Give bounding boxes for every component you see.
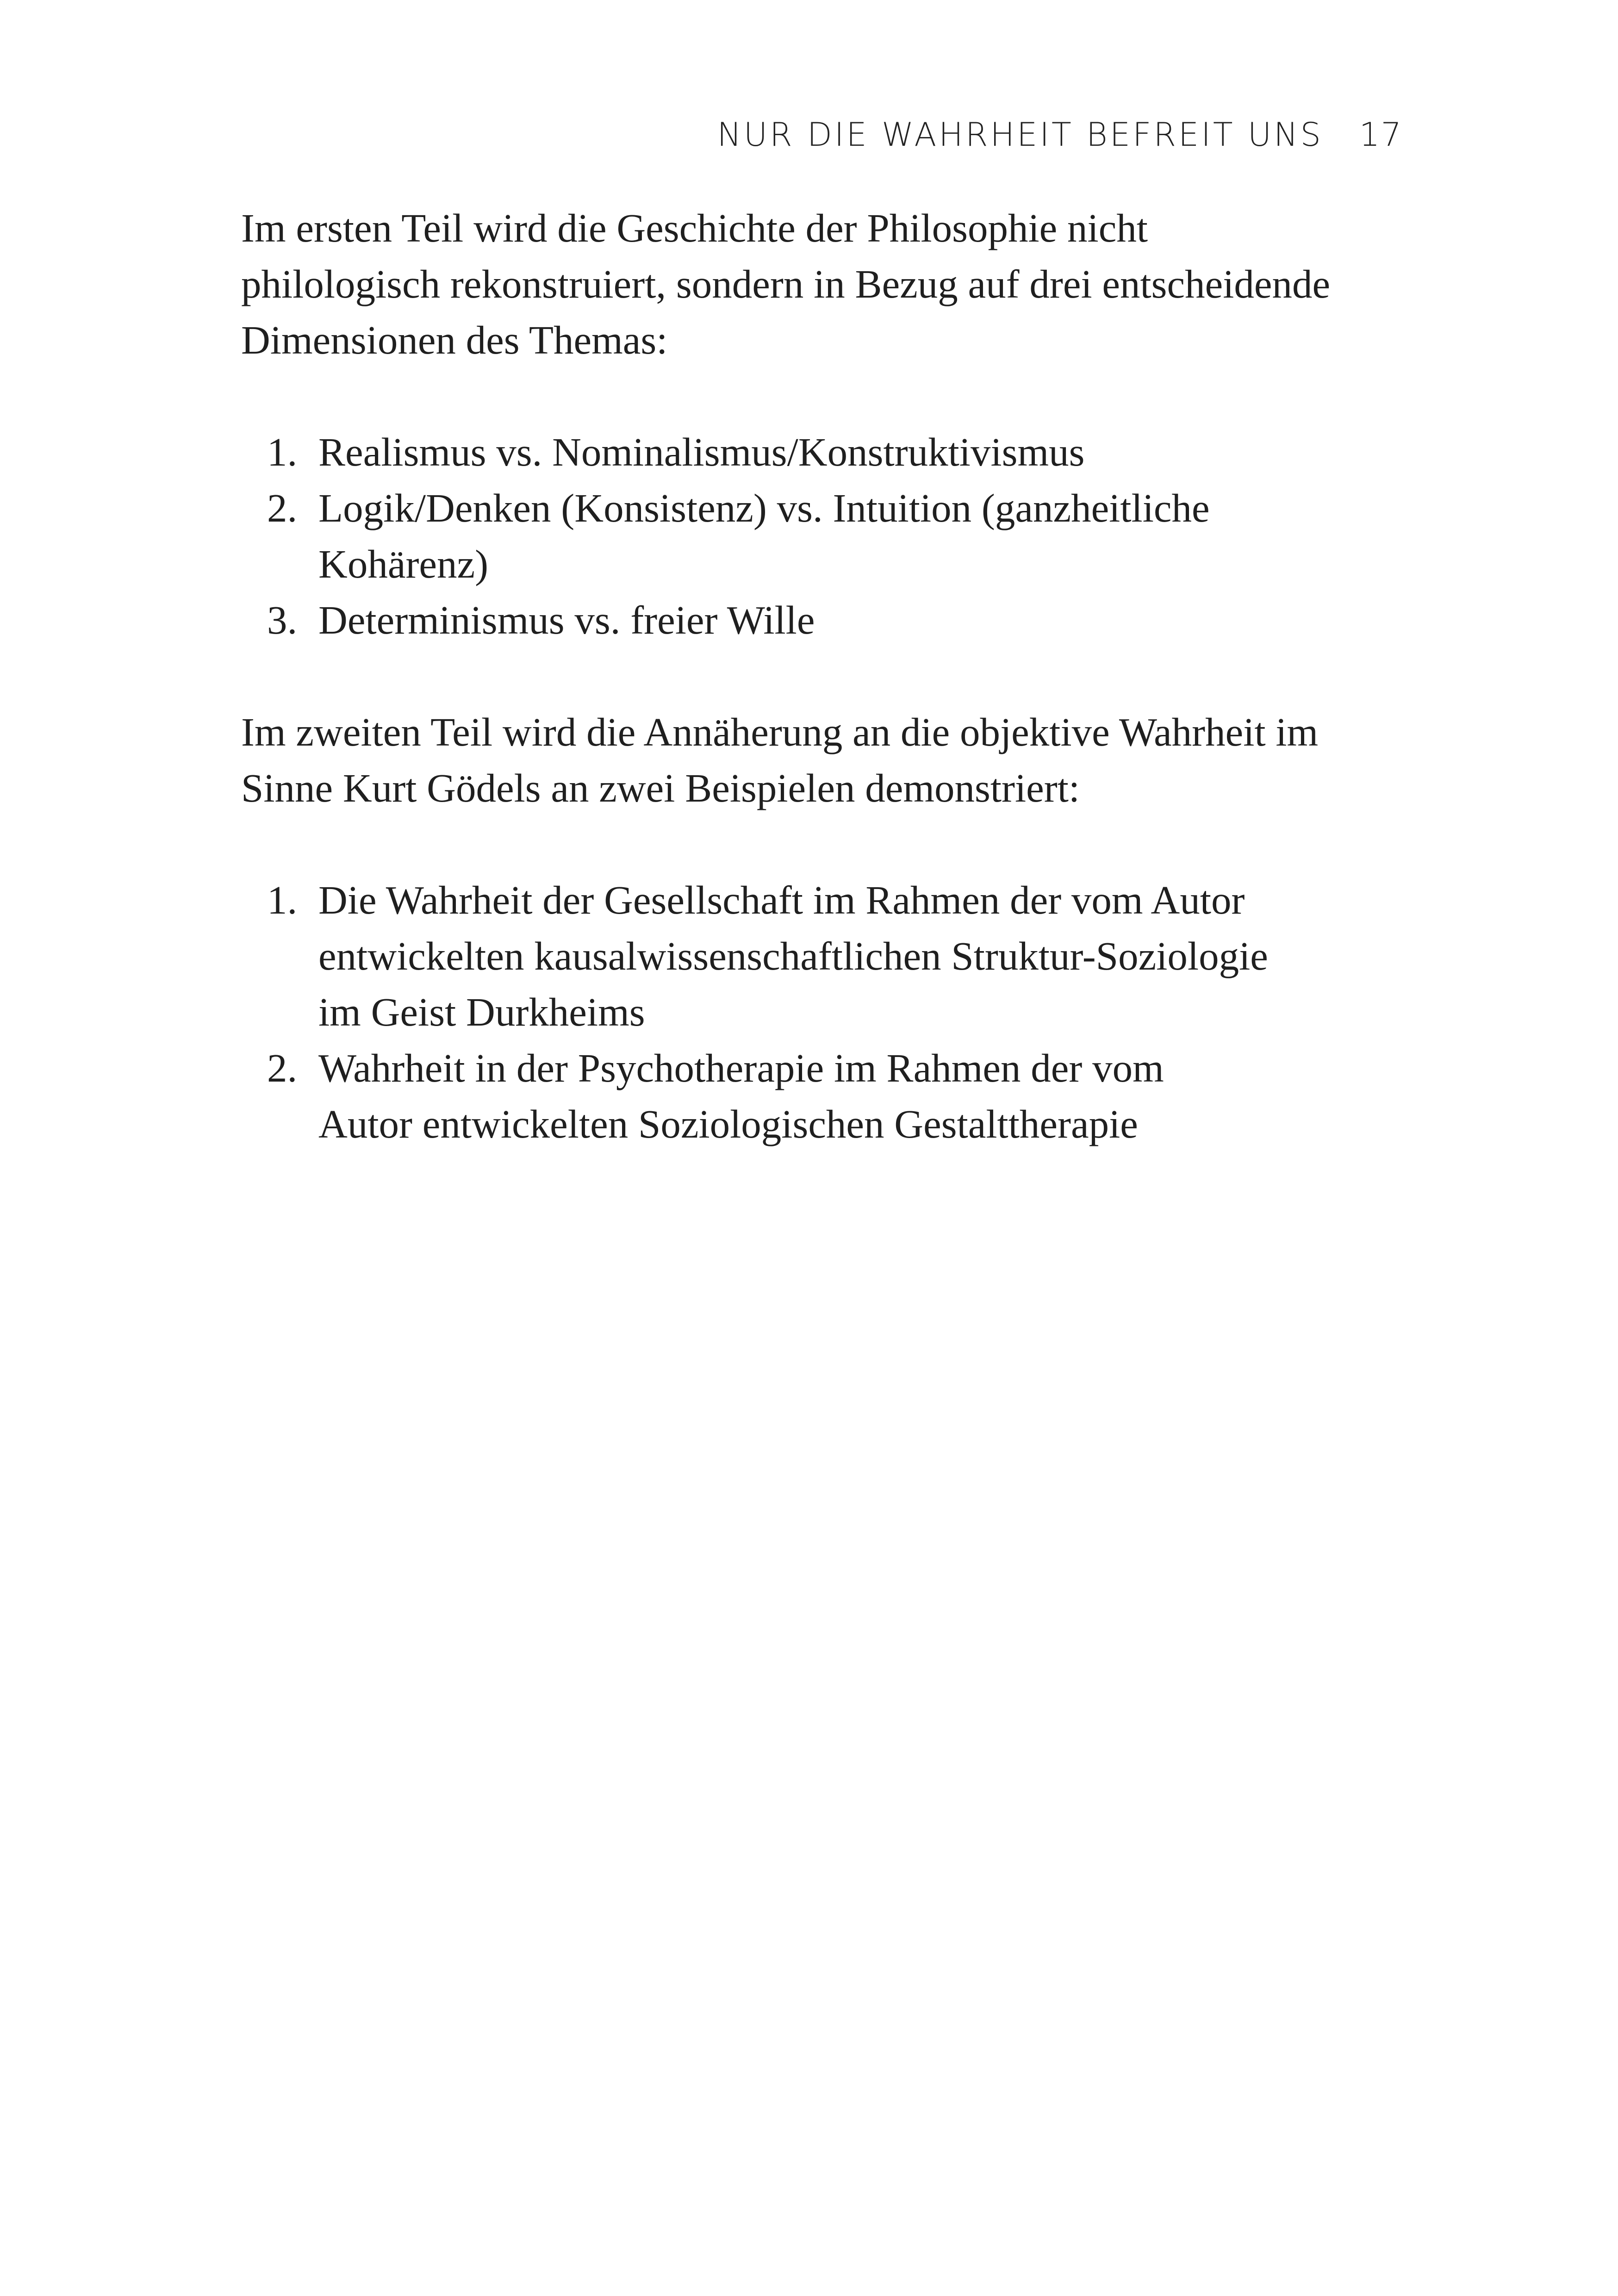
page-number: 17: [1359, 116, 1402, 154]
list-item: [241, 592, 1426, 648]
list-item-text: im Geist Durkheims: [318, 989, 645, 1034]
text-line: Im ersten Teil wird die Geschichte der Philosophie nicht: [241, 205, 1148, 250]
running-head-title: NUR DIE WAHRHEIT BEFREIT UNS: [717, 116, 1323, 154]
list-item: [241, 480, 1426, 592]
body-text: [241, 200, 1426, 1152]
text-line: Dimensionen des Themas:: [241, 317, 668, 362]
list-item-text: Kohärenz): [318, 541, 489, 586]
list-item-number: 3.: [267, 597, 298, 642]
paragraph-first-part: [241, 200, 1426, 368]
dimensions-list: [241, 424, 1426, 648]
list-item-text: Determinismus vs. freier Wille: [318, 597, 815, 642]
text-line: philologisch rekonstruiert, sondern in Bezug auf drei entscheidende: [241, 261, 1331, 306]
list-item: [241, 424, 1426, 480]
list-item-number: 2.: [267, 1045, 298, 1090]
examples-list: [241, 872, 1426, 1152]
list-item-text: Logik/Denken (Konsistenz) vs. Intuition (ganzheitliche: [318, 485, 1210, 530]
list-item-text: entwickelten kausalwissenschaftlichen Struktur-Soziologie: [318, 933, 1268, 978]
text-line: Sinne Kurt Gödels an zwei Beispielen demonstriert:: [241, 765, 1080, 810]
list-item-number: 2.: [267, 485, 298, 530]
list-item: [241, 1040, 1426, 1152]
text-line: Im zweiten Teil wird die Annäherung an die objektive Wahrheit im: [241, 709, 1319, 754]
list-item-text: Die Wahrheit der Gesellschaft im Rahmen der vom Autor: [318, 877, 1245, 922]
paragraph-second-part: [241, 704, 1426, 816]
list-item-text: Realismus vs. Nominalismus/Konstruktivismus: [318, 429, 1085, 474]
list-item-number: 1.: [267, 429, 298, 474]
list-item: [241, 872, 1426, 1040]
list-item-text: Wahrheit in der Psychotherapie im Rahmen der vom: [318, 1045, 1164, 1090]
list-item-number: 1.: [267, 877, 298, 922]
running-head: [717, 116, 1402, 154]
list-item-text: Autor entwickelten Soziologischen Gestalttherapie: [318, 1101, 1138, 1146]
